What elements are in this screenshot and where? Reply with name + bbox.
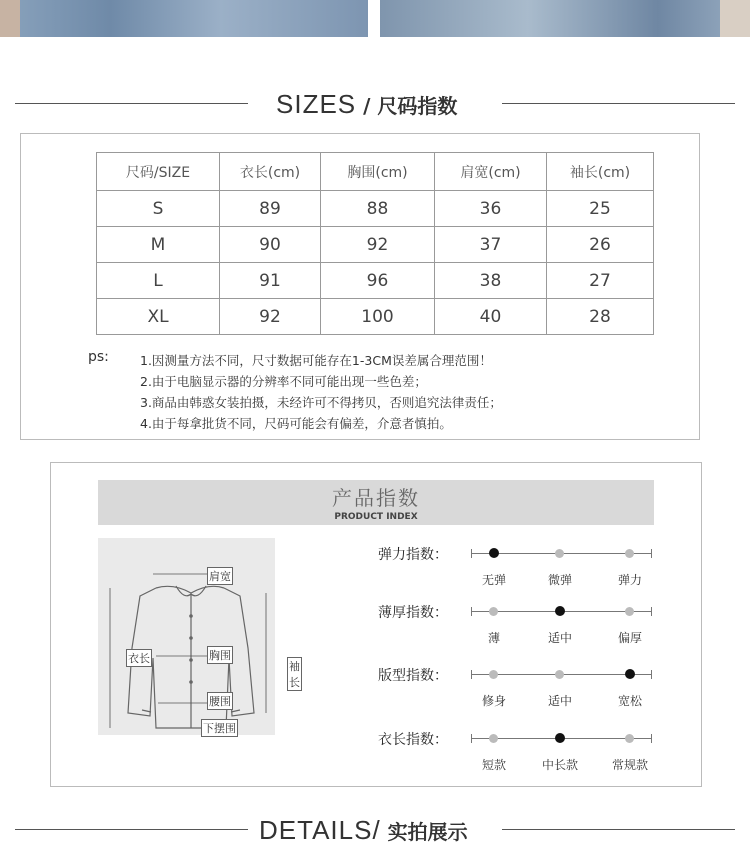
size-table-header: 袖长(cm) xyxy=(547,153,654,191)
diagram-label-shoulder: 肩宽 xyxy=(207,567,233,585)
index-option: 修身 xyxy=(481,694,507,708)
table-row xyxy=(97,227,654,263)
index-dot-selected xyxy=(489,548,499,558)
size-cell: 37 xyxy=(435,227,547,263)
details-section-title xyxy=(0,810,750,850)
size-cell: 36 xyxy=(435,191,547,227)
index-row-length xyxy=(378,729,678,772)
index-option: 宽松 xyxy=(617,694,643,708)
size-cell: M xyxy=(97,227,220,263)
table-row xyxy=(97,299,654,335)
index-dot-selected xyxy=(555,606,565,616)
index-option: 弹力 xyxy=(617,573,643,587)
size-table xyxy=(96,152,654,335)
size-cell: 26 xyxy=(547,227,654,263)
note-line: 1.因测量方法不同，尺寸数据可能存在1-3CM误差属合理范围！ xyxy=(140,353,492,368)
index-dot xyxy=(625,549,634,558)
diagram-label-waist: 腰围 xyxy=(207,692,233,710)
index-dot xyxy=(625,734,634,743)
size-cell: 89 xyxy=(220,191,321,227)
note-line: 2.由于电脑显示器的分辨率不同可能出现一些色差； xyxy=(140,374,427,389)
diagram-label-hem: 下摆围 xyxy=(201,719,238,737)
sizes-title-sep: / xyxy=(356,94,378,118)
index-row-elasticity xyxy=(378,544,678,587)
index-track xyxy=(471,611,651,645)
index-row-label: 弹力指数： xyxy=(378,547,448,563)
index-dot-selected xyxy=(555,733,565,743)
index-track xyxy=(471,674,651,708)
size-chart-panel xyxy=(20,133,700,440)
product-index-panel xyxy=(50,462,702,787)
index-dot xyxy=(625,607,634,616)
size-cell: 92 xyxy=(220,299,321,335)
index-dot xyxy=(489,734,498,743)
index-row-label: 薄厚指数： xyxy=(378,605,448,621)
size-table-header: 尺码/SIZE xyxy=(97,153,220,191)
index-row-label: 版型指数： xyxy=(378,668,448,684)
index-option: 适中 xyxy=(547,631,573,645)
size-cell: S xyxy=(97,191,220,227)
product-index-title-band xyxy=(98,480,654,525)
sizes-title-cn: 尺码指数 xyxy=(377,94,458,118)
sizes-section-title xyxy=(0,84,750,124)
index-option: 偏厚 xyxy=(617,631,643,645)
size-cell: 88 xyxy=(321,191,435,227)
sizes-title-en: SIZES xyxy=(276,89,357,119)
index-option: 中长款 xyxy=(541,758,579,772)
product-index-title-cn: 产品指数 xyxy=(332,486,420,510)
diagram-label-sleeve: 袖长 xyxy=(287,657,302,691)
details-title-cn: 实拍展示 xyxy=(380,820,468,844)
index-option: 无弹 xyxy=(481,573,507,587)
index-option: 适中 xyxy=(547,694,573,708)
index-option: 薄 xyxy=(487,631,501,645)
size-cell: 96 xyxy=(321,263,435,299)
product-photo-left xyxy=(0,0,368,37)
size-cell: 28 xyxy=(547,299,654,335)
product-index-title-en: PRODUCT INDEX xyxy=(334,512,418,522)
size-cell: 25 xyxy=(547,191,654,227)
size-cell: 38 xyxy=(435,263,547,299)
index-dot xyxy=(555,549,564,558)
index-option: 常规款 xyxy=(611,758,649,772)
index-row-label: 衣长指数： xyxy=(378,732,448,748)
size-cell: XL xyxy=(97,299,220,335)
product-photo-right xyxy=(380,0,750,37)
size-table-header: 衣长(cm) xyxy=(220,153,321,191)
notes-prefix: ps: xyxy=(88,349,109,365)
index-dot xyxy=(489,607,498,616)
index-track xyxy=(471,738,651,772)
size-cell: 27 xyxy=(547,263,654,299)
size-cell: 91 xyxy=(220,263,321,299)
size-cell: L xyxy=(97,263,220,299)
index-row-thickness xyxy=(378,602,678,645)
garment-measurement-diagram xyxy=(98,538,300,735)
index-dot-selected xyxy=(625,669,635,679)
size-table-header: 肩宽(cm) xyxy=(435,153,547,191)
size-cell: 100 xyxy=(321,299,435,335)
table-row xyxy=(97,191,654,227)
note-line: 4.由于每拿批货不同，尺码可能会有偏差，介意者慎拍。 xyxy=(140,416,452,431)
size-cell: 40 xyxy=(435,299,547,335)
size-cell: 92 xyxy=(321,227,435,263)
size-table-header: 胸围(cm) xyxy=(321,153,435,191)
index-option: 短款 xyxy=(481,758,507,772)
size-table-header-row xyxy=(97,153,654,191)
jacket-outline-icon xyxy=(98,538,275,735)
size-cell: 90 xyxy=(220,227,321,263)
index-track xyxy=(471,553,651,587)
table-row xyxy=(97,263,654,299)
index-row-fit xyxy=(378,665,678,708)
diagram-label-length: 衣长 xyxy=(126,649,152,667)
diagram-label-chest: 胸围 xyxy=(207,646,233,664)
index-option: 微弹 xyxy=(547,573,573,587)
details-title-en: DETAILS/ xyxy=(259,815,381,845)
index-dot xyxy=(489,670,498,679)
product-photo-strip xyxy=(0,0,750,37)
note-line: 3.商品由韩惑女装拍摄，未经许可不得拷贝，否则追究法律责任； xyxy=(140,395,502,410)
index-dot xyxy=(555,670,564,679)
